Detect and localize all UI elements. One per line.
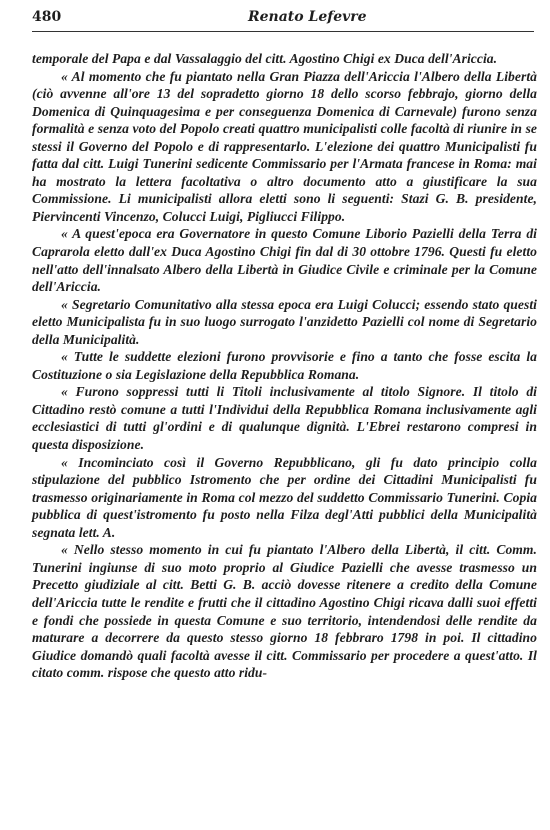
page-number: 480: [32, 9, 62, 25]
paragraph-albero: « Al momento che fu piantato nella Gran Piazza dell'Ariccia l'Albero della Libertà (ciò avvenne all'ore 13 del sopradetto giorno 18 dello scorso febbrajo, giorno della Domenica di Quinquagesima e per conseguenza Domenica di Carnevale) furono senza formalità e senza voto del Popolo creati quattro municipalisti colle facoltà di riunire in se stessi il Governo del Popolo e di rappresentarlo. L'elezione dei quattro Municipalisti fu fatta dal citt. Luigi Tunerini sedicente Commissario per l'Armata francese in Roma: mai ha mostrato la lettera facoltativa o altro documento atto a giustificare la sua Commissione. Li municipalisti allora eletti sono li seguenti: Stazi G. B. presidente, Piervincenti Vincenzo, Colucci Luigi, Pigliucci Filippo.: [32, 68, 537, 224]
paragraph-elezioni: « Tutte le suddette elezioni furono provvisorie e fino a tanto che fosse escita la Costituzione o sia Legislazione della Repubblica Romana.: [32, 349, 537, 382]
page-header: [32, 6, 534, 32]
header-rule: [32, 31, 534, 32]
paragraph-governo: « Incominciato così il Governo Repubblicano, gli fu dato principio colla stipulazione del pubblico Istromento che per ordine dei Cittadini Municipalisti fu trasmesso originariamente in Roma col mezzo del suddetto Commissario Tunerini. Copia pubblica di quest'istromento fu posto nella Filza degl'Atti pubblici della Municipalità segnata lett. A.: [32, 454, 537, 540]
paragraph-segretario: « Segretario Comunitativo alla stessa epoca era Luigi Colucci; essendo stato questi eletto Municipalista fu in suo luogo surrogato l'anzidetto Pazielli col nome di Segretario della Municipalità.: [32, 296, 537, 347]
paragraph-governatore: « A quest'epoca era Governatore in questo Comune Liborio Pazielli della Terra di Caprarola eletto dall'ex Duca Agostino Chigi fin dal di 30 ottobre 1796. Questi fu eletto nell'atto dell'innalsato Albero della Libertà in Giudice Civile e criminale per la Comune dell'Ariccia.: [32, 226, 537, 295]
paragraph-continuation: temporale del Papa e dal Vassalaggio del citt. Agostino Chigi ex Duca dell'Ariccia.: [32, 51, 498, 66]
running-head: Renato Lefevre: [248, 9, 367, 25]
paragraph-precetto: « Nello stesso momento in cui fu piantato l'Albero della Libertà, il citt. Comm. Tunerini ingiunse di suo moto proprio al Giudice Pazielli che avesse trasmesso un Precetto giudiziale al citt. Betti G. B. acciò dovesse ritenere a credito della Comune dell'Ariccia tutte le rendite e frutti che il cittadino Agostino Chigi ricava dalli suoi effetti e fondi che possiede in questa Comune e suo territorio, intendendosi delle rendite da maturare a decorrere da questo stesso giorno 18 febbraro 1798 in poi. Il cittadino Giudice domandò quali facoltà avesse il citt. Commissario per procedere a quest'atto. Il citato comm. rispose che questo atto ridu-: [32, 542, 537, 681]
paragraph-titoli: « Furono soppressi tutti li Titoli inclusivamente al titolo Signore. Il titolo di Cittadino restò comune a tutti l'Individui della Repubblica Romana inclusivamente agli ecclesiastici di tutti gl'ordini e di qualunque dignità. L'Ebrei restarono compresi in questa disposizione.: [32, 384, 537, 453]
body-text: [32, 50, 537, 682]
